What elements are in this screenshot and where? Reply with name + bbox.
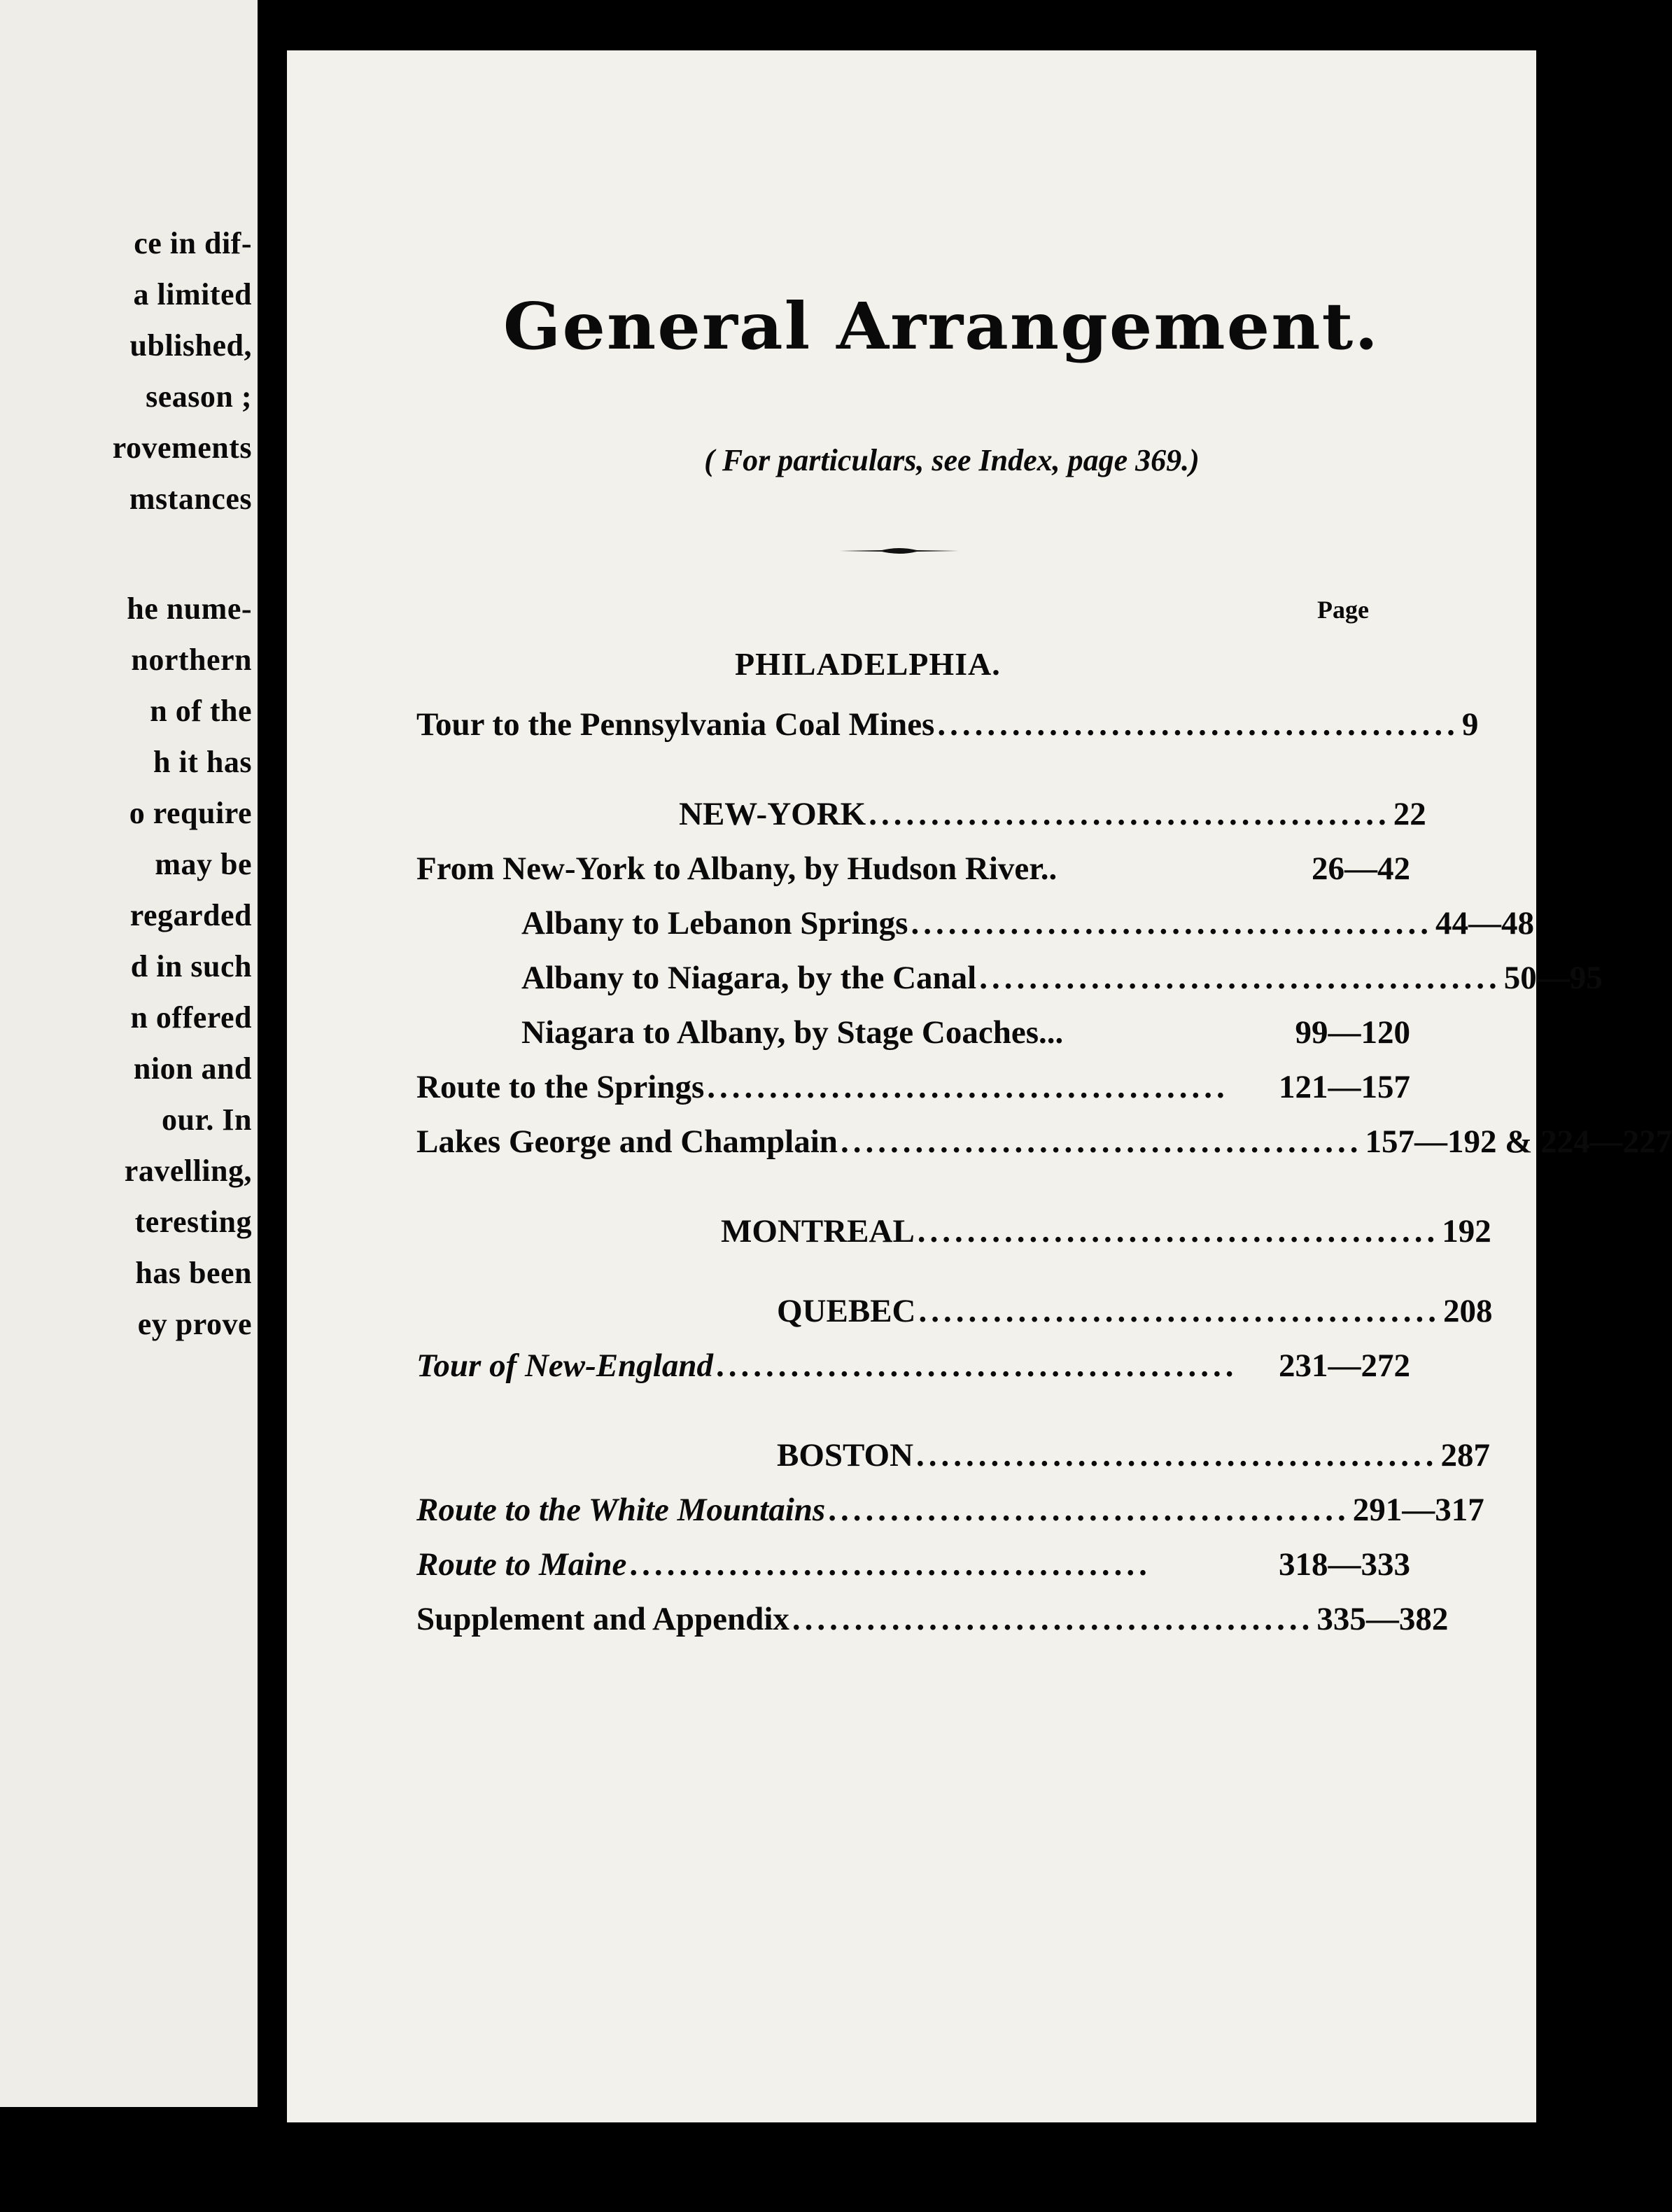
toc-entry-page: 26—42 bbox=[1312, 850, 1410, 887]
toc-entry-page: 335—382 bbox=[1316, 1601, 1449, 1637]
left-facing-page bbox=[0, 0, 258, 2107]
leader-dots: .......................................... bbox=[869, 796, 1391, 832]
toc-entry bbox=[679, 791, 1426, 833]
leader-dots: .......................................... bbox=[707, 1069, 1229, 1105]
index-reference: ( For particulars, see Index, page 369.) bbox=[704, 443, 1200, 477]
toc-entry bbox=[777, 1288, 1493, 1330]
toc-entry bbox=[416, 701, 1479, 743]
ornamental-rule bbox=[840, 546, 959, 556]
toc-entry bbox=[416, 900, 1534, 942]
left-page-line: n of the bbox=[150, 694, 252, 728]
left-page-line: n offered bbox=[130, 1000, 252, 1035]
toc-entry-title: Route to Maine bbox=[416, 1546, 627, 1583]
left-page-line: ce in dif- bbox=[134, 226, 252, 260]
toc-entry-title: Tour to the Pennsylvania Coal Mines bbox=[416, 706, 935, 743]
leader-dots: .......................................... bbox=[715, 1348, 1238, 1384]
left-page-line: a limited bbox=[133, 277, 252, 312]
left-page-line: he nume- bbox=[127, 592, 252, 626]
leader-dots: .......................................... bbox=[629, 1546, 1151, 1583]
toc-entry bbox=[416, 1009, 1410, 1051]
toc-entry bbox=[416, 846, 1410, 888]
page-column-label: Page bbox=[1317, 596, 1369, 624]
leader-dots: .......................................... bbox=[911, 905, 1433, 941]
toc-entry-page: 99—120 bbox=[1295, 1014, 1410, 1051]
page-title: General Arrangement. bbox=[503, 288, 1380, 364]
toc-entry bbox=[416, 1064, 1410, 1106]
left-page-line: may be bbox=[155, 847, 252, 881]
toc-entry-page: 44—48 bbox=[1435, 905, 1534, 941]
leader-dots: .......................................... bbox=[916, 1437, 1438, 1474]
toc-entry-page: 157—192 & 224—227 bbox=[1365, 1124, 1672, 1160]
toc-entry-title: BOSTON bbox=[777, 1437, 914, 1474]
toc-entry-title: Albany to Niagara, by the Canal bbox=[521, 960, 977, 996]
toc-entry bbox=[416, 1596, 1449, 1638]
toc-entry bbox=[416, 955, 1603, 997]
toc-entry-page: 287 bbox=[1440, 1437, 1491, 1474]
left-page-line: mstances bbox=[129, 482, 252, 516]
toc-entry-page: 121—157 bbox=[1279, 1069, 1410, 1105]
leader-dots: .......................................... bbox=[937, 706, 1459, 743]
toc-entry bbox=[777, 1432, 1491, 1474]
toc-entry-title: Niagara to Albany, by Stage Coaches... bbox=[521, 1014, 1064, 1051]
toc-entry bbox=[416, 1487, 1484, 1529]
left-page-line: season ; bbox=[146, 379, 252, 414]
toc-entry-title: Tour of New-England bbox=[416, 1348, 713, 1384]
toc-entry-title: From New-York to Albany, by Hudson River.. bbox=[416, 850, 1058, 887]
book-page bbox=[287, 50, 1672, 2122]
leader-dots: .......................................... bbox=[917, 1213, 1440, 1250]
toc-entry-page: 9 bbox=[1461, 706, 1479, 743]
toc-entry-title: Supplement and Appendix bbox=[416, 1601, 789, 1637]
left-page-line: ublished, bbox=[129, 328, 252, 363]
left-page-line: has been bbox=[135, 1256, 252, 1290]
leader-dots: .......................................... bbox=[979, 960, 1501, 996]
toc-entry-title: Albany to Lebanon Springs bbox=[521, 905, 908, 941]
toc-entry bbox=[416, 1119, 1672, 1161]
left-page-line: regarded bbox=[129, 898, 252, 932]
toc-entry-page: 231—272 bbox=[1279, 1348, 1410, 1384]
left-page-line: d in such bbox=[130, 949, 252, 983]
left-page-line: rovements bbox=[112, 430, 252, 465]
leader-dots: .......................................... bbox=[918, 1293, 1440, 1329]
toc-entry-page: 318—333 bbox=[1279, 1546, 1410, 1583]
left-page-line: our. In bbox=[161, 1102, 252, 1137]
toc-entry bbox=[416, 1343, 1410, 1385]
toc-entry-title: Lakes George and Champlain bbox=[416, 1124, 838, 1160]
leader-dots: .......................................... bbox=[828, 1492, 1350, 1528]
left-page-line: nion and bbox=[133, 1051, 252, 1086]
left-page-line: h it has bbox=[153, 745, 252, 779]
left-page-line: northern bbox=[131, 643, 252, 677]
toc-entry-title: MONTREAL bbox=[721, 1213, 915, 1250]
left-page-line: o require bbox=[129, 796, 252, 830]
leader-dots: .......................................... bbox=[792, 1601, 1314, 1637]
toc-entry-page: 22 bbox=[1393, 796, 1426, 832]
leader-dots: .......................................... bbox=[840, 1124, 1363, 1160]
toc-entry-title: Route to the Springs bbox=[416, 1069, 705, 1105]
toc-entry-title: NEW-YORK bbox=[679, 796, 866, 832]
toc-entry-page: 291—317 bbox=[1352, 1492, 1484, 1528]
toc-entry-title: QUEBEC bbox=[777, 1293, 916, 1329]
toc-entry bbox=[416, 1541, 1410, 1583]
toc-entry bbox=[721, 1208, 1491, 1250]
section-heading-philadelphia: PHILADELPHIA. bbox=[735, 646, 1001, 682]
toc-entry-page: 208 bbox=[1443, 1293, 1493, 1329]
left-page-line: teresting bbox=[134, 1205, 252, 1239]
toc-entry-page: 192 bbox=[1442, 1213, 1491, 1250]
toc-entry-page: 50—95 bbox=[1503, 960, 1603, 996]
left-page-line: ravelling, bbox=[124, 1154, 252, 1188]
toc-entry-title: Route to the White Mountains bbox=[416, 1492, 826, 1528]
left-page-line: ey prove bbox=[137, 1307, 252, 1341]
